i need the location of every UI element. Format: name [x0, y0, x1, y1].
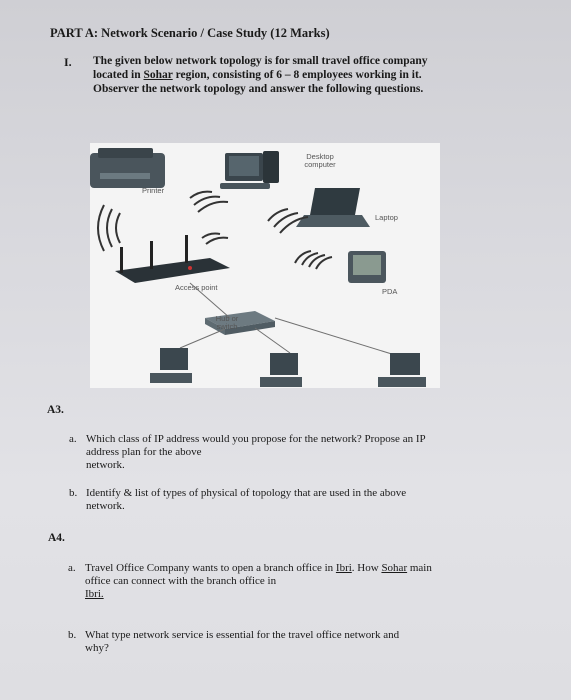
a4-question-b-letter: b.	[68, 629, 77, 641]
a4-question-a-line-1: Travel Office Company wants to open a branch office in Ibri. How Sohar main	[85, 562, 432, 574]
laptop-icon	[296, 188, 370, 227]
section-a4-label: A4.	[48, 532, 65, 544]
access-point-label: Access point	[175, 283, 218, 292]
a3-question-b-letter: b.	[69, 487, 78, 499]
desktop-computer-icon	[220, 151, 279, 189]
laptop-label: Laptop	[375, 213, 398, 222]
a4-question-b-line-2: why?	[85, 642, 109, 654]
a3-question-b-line-2: network.	[86, 500, 125, 512]
network-topology-diagram	[90, 143, 440, 388]
question-1-line-3: Observer the network topology and answer the following questions.	[93, 83, 424, 95]
question-1-line-2: located in Sohar region, consisting of 6 – 8 employees working in it.	[93, 69, 422, 81]
question-1-number: I.	[64, 55, 72, 69]
a3-question-a-line-3: network.	[86, 459, 125, 471]
client-pc-icon	[260, 353, 302, 387]
diagram-graphics	[90, 143, 440, 388]
sohar-word: Sohar	[381, 562, 408, 574]
a4-question-a-line-3: Ibri.	[85, 588, 104, 600]
sohar-word: Sohar	[143, 69, 173, 81]
printer-label: Printer	[142, 186, 165, 195]
question-1-text	[93, 54, 523, 96]
a3-question-a-letter: a.	[69, 433, 77, 445]
a3-question-a-line-2: address plan for the above	[86, 446, 202, 458]
a3-question-a-line-1: Which class of IP address would you propose for the network? Propose an IP	[86, 433, 426, 445]
printer-icon	[90, 148, 165, 188]
question-1-line-1: The given below network topology is for small travel office company	[93, 55, 428, 67]
access-point-icon	[115, 235, 230, 283]
a4-question-a-line-2: office can connect with the branch office in	[85, 575, 277, 587]
ibri-word: Ibri	[335, 562, 352, 574]
client-pc-icon	[378, 353, 426, 387]
client-pc-icon	[150, 348, 192, 383]
desktop-label: Desktop computer	[304, 152, 336, 169]
a4-question-a-letter: a.	[68, 562, 76, 574]
part-title: PART A: Network Scenario / Case Study (12 Marks)	[50, 26, 330, 40]
hub-label: Hub or switch	[215, 314, 239, 331]
a3-question-b-line-1: Identify & list of types of physical of topology that are used in the above	[86, 487, 407, 499]
section-a3-label: A3.	[47, 404, 64, 416]
wireless-signal-icon	[98, 192, 332, 269]
pda-icon	[348, 251, 386, 283]
a4-question-b-line-1: What type network service is essential for the travel office network and	[85, 629, 400, 641]
pda-label: PDA	[382, 287, 398, 296]
